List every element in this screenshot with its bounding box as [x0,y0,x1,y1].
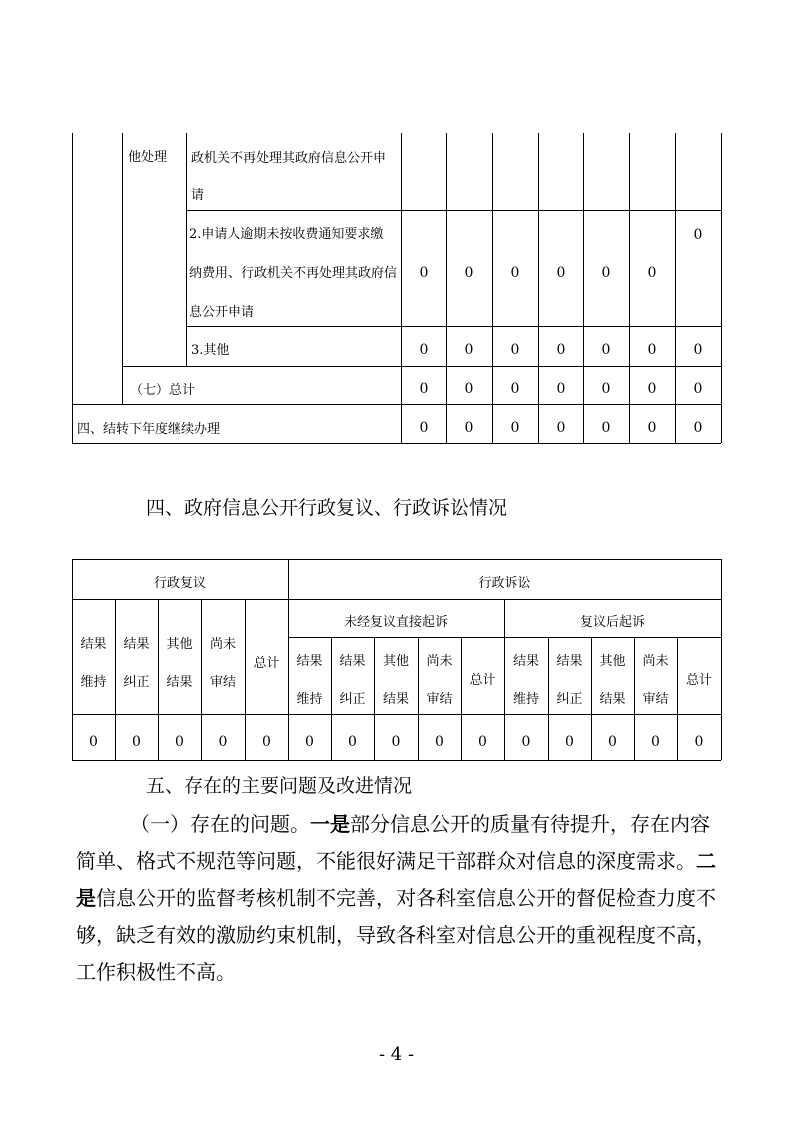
col-total: 总计 [469,673,496,688]
total-value: 0 [510,381,520,397]
col-pending-l2: 审结 [426,692,453,707]
item2-value: 0 [693,227,703,243]
item2-value: 0 [556,265,566,281]
carry-value: 0 [601,420,611,436]
total-value: 0 [464,381,474,397]
value-cell: 0 [305,734,314,750]
page-number: - 4 - [378,1044,415,1065]
value-cell: 0 [132,734,141,750]
carry-over-label: 四、结转下年度继续办理 [77,422,221,437]
col-correct-l1: 结果 [123,637,150,652]
item3-value: 0 [647,342,657,358]
value-cell: 0 [651,734,660,750]
total-value: 0 [556,381,566,397]
col-maintain-l1: 结果 [512,654,539,669]
admin-review-header: 行政复议 [153,576,206,591]
carry-value: 0 [693,420,703,436]
total-value: 0 [693,381,703,397]
value-cell: 0 [391,734,401,750]
total-value: 0 [601,381,611,397]
item2-value: 0 [510,265,520,281]
value-cell: 0 [521,734,531,750]
total-label: （七）总计 [130,383,196,398]
item1-line2: 请 [191,188,205,203]
col-maintain-l2: 维持 [80,675,107,690]
col-other-l1: 其他 [166,637,193,652]
carry-value: 0 [419,420,429,436]
col-other-l2: 结果 [166,675,193,690]
item2-value: 0 [601,265,611,281]
col-pending-l2: 审结 [642,692,669,707]
item2-line1: 2.申请人逾期未按收费通知要求缴 [189,227,384,242]
item2-value: 0 [647,265,657,281]
col-correct-l1: 结果 [339,654,366,669]
col-other-l2: 结果 [382,692,409,707]
item3-value: 0 [419,342,429,358]
col-other-l1: 其他 [599,654,626,669]
col-correct-l2: 纠正 [556,692,583,707]
value-cell: 0 [175,734,184,750]
item3-label: 3.其他 [191,343,230,358]
value-cell: 0 [478,734,487,750]
carry-value: 0 [647,420,657,436]
item3-value: 0 [510,342,520,358]
item2-line2: 纳费用、行政机关不再处理其政府信 [189,266,398,281]
total-value: 0 [419,381,429,397]
col-pending-l1: 尚未 [642,654,669,669]
post-review-litigation-header: 复议后起诉 [579,615,645,630]
value-cell: 0 [565,734,574,750]
col-maintain-l2: 维持 [512,692,539,707]
point-two-marker: 二是 [76,849,716,910]
admin-litigation-header: 行政诉讼 [478,576,531,591]
carry-value: 0 [510,420,520,436]
value-cell: 0 [435,734,444,750]
carry-value: 0 [556,420,566,436]
col-correct-l2: 纠正 [123,675,150,690]
subsection-label: （一）存在的问题。 [130,812,310,836]
value-cell: 0 [262,734,271,750]
col-pending-l1: 尚未 [426,654,453,669]
col-maintain-l1: 结果 [296,654,323,669]
col-other-l2: 结果 [599,692,626,707]
col-pending-l1: 尚未 [209,637,236,652]
item1-line1: 政机关不再处理其政府信息公开申 [191,151,387,166]
total-value: 0 [647,381,657,397]
item3-value: 0 [464,342,474,358]
value-cell: 0 [348,734,357,750]
col-maintain-l2: 维持 [296,692,323,707]
item3-value: 0 [693,342,703,358]
value-cell: 0 [218,734,228,750]
section5-heading: 五、存在的主要问题及改进情况 [146,775,413,797]
item3-value: 0 [556,342,566,358]
point-one-text: 部分信息公开的质量有待提升，存在内容简单、格式不规范等问题，不能很好满足干部群众对信息的深度需求。 [76,812,710,873]
section4-heading: 四、政府信息公开行政复议、行政诉讼情况 [146,497,508,519]
col-other-l1: 其他 [382,654,409,669]
item2-value: 0 [419,265,429,281]
col-total: 总计 [253,656,280,671]
item2-line3: 息公开申请 [189,305,255,320]
direct-litigation-header: 未经复议直接起诉 [343,615,448,630]
point-one-marker: 一是 [310,812,350,836]
point-two-text: 信息公开的监督考核机制不完善，对各科室信息公开的督促检查力度不够，缺乏有效的激励约束机制，导致各科室对信息公开的重视程度不高，工作积极性不高。 [76,886,716,984]
problems-paragraph [76,806,716,991]
row-group-label: 他处理 [128,150,168,165]
col-correct-l2: 纠正 [339,692,366,707]
item3-value: 0 [601,342,611,358]
value-cell: 0 [89,734,98,750]
carry-value: 0 [464,420,474,436]
value-cell: 0 [608,734,617,750]
value-cell: 0 [694,734,704,750]
col-maintain-l1: 结果 [80,637,107,652]
col-pending-l2: 审结 [209,675,236,690]
col-correct-l1: 结果 [556,654,583,669]
item2-value: 0 [464,265,474,281]
col-total: 总计 [685,673,712,688]
